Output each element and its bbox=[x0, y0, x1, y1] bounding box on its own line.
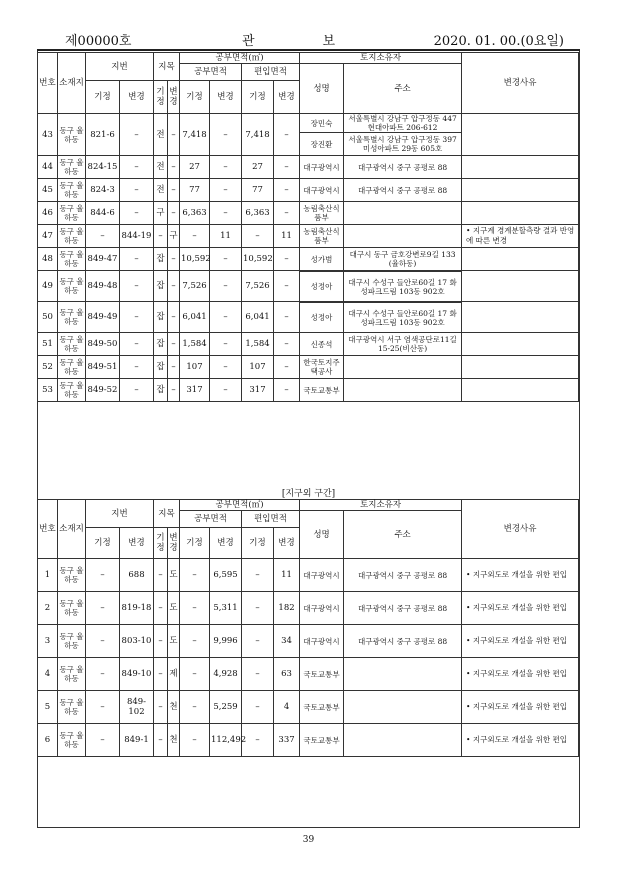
cell-inc-after: – bbox=[274, 114, 300, 156]
cell-inc-before: 77 bbox=[242, 179, 274, 202]
cell-cat-before: 잡 bbox=[154, 379, 168, 402]
header-lot: 지번 bbox=[86, 500, 154, 528]
cell-inc-after: – bbox=[274, 356, 300, 379]
cell-area-after: 5,311 bbox=[210, 592, 242, 625]
cell-lot-after: – bbox=[120, 379, 154, 402]
cell-lot-before: 824-15 bbox=[86, 156, 120, 179]
header-area-group: 공부면적(㎡) bbox=[180, 500, 300, 511]
cell-inc-before: 6,363 bbox=[242, 202, 274, 225]
cell-reason bbox=[462, 179, 579, 202]
table-row bbox=[38, 658, 579, 691]
cell-area-before: – bbox=[180, 658, 210, 691]
cell-area-after: – bbox=[210, 248, 242, 271]
cell-owner-address bbox=[344, 724, 462, 757]
cell-owner-name: 신종석 bbox=[300, 333, 344, 356]
cell-inc-after: – bbox=[274, 248, 300, 271]
cell-no: 44 bbox=[38, 156, 58, 179]
cell-reason bbox=[462, 202, 579, 225]
cell-inc-after: 63 bbox=[274, 658, 300, 691]
cell-lot-after: – bbox=[120, 302, 154, 333]
cell-inc-after: – bbox=[274, 179, 300, 202]
cell-area-after: – bbox=[210, 271, 242, 302]
cell-lot-after: – bbox=[120, 114, 154, 156]
cell-loc: 동구 율하동 bbox=[58, 559, 86, 592]
cell-loc: 동구 율하동 bbox=[58, 691, 86, 724]
cell-inc-after: – bbox=[274, 156, 300, 179]
cell-area-after: 4,928 bbox=[210, 658, 242, 691]
cell-owner-address bbox=[344, 356, 462, 379]
cell-reason bbox=[462, 156, 579, 179]
cell-inc-before: – bbox=[242, 225, 274, 248]
cell-lot-before: 821-6 bbox=[86, 114, 120, 156]
cell-no: 43 bbox=[38, 114, 58, 156]
cell-inc-after: 34 bbox=[274, 625, 300, 658]
header-row bbox=[38, 500, 579, 511]
cell-area-after: – bbox=[210, 114, 242, 156]
cell-lot-before: 849-50 bbox=[86, 333, 120, 356]
header-after: 변경 bbox=[210, 528, 242, 559]
cell-area-before: 107 bbox=[180, 356, 210, 379]
cell-no: 50 bbox=[38, 302, 58, 333]
cell-lot-before: 849-47 bbox=[86, 248, 120, 271]
header-category: 지목 bbox=[154, 500, 180, 528]
table-row bbox=[38, 179, 579, 202]
cell-owner-address bbox=[344, 225, 462, 248]
cell-area-before: 1,584 bbox=[180, 333, 210, 356]
cell-lot-after: 849-1 bbox=[120, 724, 154, 757]
cell-inc-after: – bbox=[274, 271, 300, 302]
cell-lot-after: – bbox=[120, 356, 154, 379]
header-before: 기정 bbox=[154, 528, 168, 559]
cell-area-before: – bbox=[180, 592, 210, 625]
cell-no: 4 bbox=[38, 658, 58, 691]
header-owner-group: 토지소유자 bbox=[300, 53, 462, 64]
header-owner-address: 주소 bbox=[344, 64, 462, 114]
cell-lot-before: – bbox=[86, 592, 120, 625]
cell-owner-address: 서울특별시 강남구 압구정동 447 현대아파트 206-612 bbox=[344, 114, 462, 133]
cell-no: 47 bbox=[38, 225, 58, 248]
cell-owner-address: 서울특별시 강남구 압구정동 397 미성아파트 29동 605호 bbox=[344, 133, 462, 156]
cell-owner-address: 대구광역시 중구 공평로 88 bbox=[344, 156, 462, 179]
cell-area-after: – bbox=[210, 202, 242, 225]
cell-area-after: – bbox=[210, 333, 242, 356]
cell-cat-after: – bbox=[168, 356, 180, 379]
cell-reason: • 지구외도로 개설을 위한 편입 bbox=[462, 691, 579, 724]
cell-inc-after: – bbox=[274, 202, 300, 225]
cell-cat-before: 전 bbox=[154, 156, 168, 179]
cell-area-before: 7,526 bbox=[180, 271, 210, 302]
cell-lot-after: – bbox=[120, 202, 154, 225]
cell-inc-after: – bbox=[274, 302, 300, 333]
cell-area-after: – bbox=[210, 379, 242, 402]
cell-loc: 동구 율하동 bbox=[58, 202, 86, 225]
section-title: [지구외 구간] bbox=[281, 489, 336, 499]
cell-reason bbox=[462, 271, 579, 302]
table-row bbox=[38, 625, 579, 658]
cell-owner-address bbox=[344, 379, 462, 402]
cell-no: 5 bbox=[38, 691, 58, 724]
cell-area-before: 27 bbox=[180, 156, 210, 179]
cell-cat-after: – bbox=[168, 179, 180, 202]
cell-loc: 동구 율하동 bbox=[58, 302, 86, 333]
cell-owner-address: 대구시 수성구 들안로60길 17 화성파크드림 103동 902호 bbox=[344, 303, 462, 333]
cell-area-before: – bbox=[180, 225, 210, 248]
header-category: 지목 bbox=[154, 53, 180, 81]
header-lot: 지번 bbox=[86, 53, 154, 81]
page-number: 39 bbox=[302, 835, 315, 845]
cell-lot-before: – bbox=[86, 625, 120, 658]
cell-lot-before: 849-48 bbox=[86, 271, 120, 302]
cell-owner-name: 대구광역시 bbox=[300, 179, 344, 202]
cell-lot-after: 803-10 bbox=[120, 625, 154, 658]
cell-lot-after: 688 bbox=[120, 559, 154, 592]
cell-area-before: 6,041 bbox=[180, 302, 210, 333]
cell-lot-after: – bbox=[120, 248, 154, 271]
cell-reason bbox=[462, 248, 579, 271]
cell-cat-before: 잡 bbox=[154, 302, 168, 333]
cell-lot-after: – bbox=[120, 271, 154, 302]
cell-cat-before: 전 bbox=[154, 114, 168, 156]
cell-loc: 동구 율하동 bbox=[58, 248, 86, 271]
cell-reason bbox=[462, 333, 579, 356]
cell-cat-before: 잡 bbox=[154, 333, 168, 356]
cell-inc-after: – bbox=[274, 333, 300, 356]
cell-lot-before: 824-3 bbox=[86, 179, 120, 202]
cell-area-before: – bbox=[180, 691, 210, 724]
cell-owner-name: 장진환 bbox=[300, 133, 344, 156]
cell-owner-address: 대구광역시 중구 공평로 88 bbox=[344, 179, 462, 202]
cell-no: 51 bbox=[38, 333, 58, 356]
header-registered-area: 공부면적 bbox=[180, 64, 242, 81]
cell-no: 49 bbox=[38, 271, 58, 302]
cell-owner-address: 대구광역시 서구 염색공단로11길 15-25(비산동) bbox=[344, 333, 462, 356]
cell-no: 6 bbox=[38, 724, 58, 757]
land-table-in-district bbox=[37, 52, 579, 402]
cell-cat-before: 구 bbox=[154, 202, 168, 225]
cell-lot-before: – bbox=[86, 724, 120, 757]
cell-no: 48 bbox=[38, 248, 58, 271]
cell-owner-address: 대구광역시 중구 공평로 88 bbox=[344, 559, 462, 592]
table-row bbox=[38, 559, 579, 592]
cell-owner-name: 대구광역시 bbox=[300, 156, 344, 179]
cell-area-after: – bbox=[210, 156, 242, 179]
cell-cat-after: – bbox=[168, 271, 180, 302]
cell-cat-before: 잡 bbox=[154, 271, 168, 302]
cell-inc-before: – bbox=[242, 724, 274, 757]
header-owner-name: 성명 bbox=[300, 64, 344, 114]
cell-lot-after: – bbox=[120, 156, 154, 179]
table-row bbox=[38, 356, 579, 379]
cell-owner-name: 성정아 bbox=[300, 303, 344, 333]
cell-lot-before: – bbox=[86, 225, 120, 248]
header-location: 소재지 bbox=[58, 500, 86, 559]
header-area-group: 공부면적(㎡) bbox=[180, 53, 300, 64]
cell-cat-before: – bbox=[154, 625, 168, 658]
cell-cat-after: – bbox=[168, 248, 180, 271]
header-after: 변경 bbox=[168, 528, 180, 559]
cell-lot-before: – bbox=[86, 658, 120, 691]
cell-area-after: 6,595 bbox=[210, 559, 242, 592]
header-after: 변경 bbox=[168, 81, 180, 114]
cell-owner-name: 국토교통부 bbox=[300, 658, 344, 691]
header-before: 기정 bbox=[154, 81, 168, 114]
cell-cat-before: – bbox=[154, 724, 168, 757]
cell-reason: • 지구외도로 개설을 위한 편입 bbox=[462, 625, 579, 658]
cell-inc-before: – bbox=[242, 592, 274, 625]
header-before: 기정 bbox=[242, 528, 274, 559]
cell-cat-before: – bbox=[154, 592, 168, 625]
table-row bbox=[38, 592, 579, 625]
land-table-outside-district bbox=[37, 499, 579, 757]
cell-cat-after: 천 bbox=[168, 724, 180, 757]
header-no: 번호 bbox=[38, 500, 58, 559]
table-row bbox=[38, 156, 579, 179]
cell-owner-name: 대구광역시 bbox=[300, 592, 344, 625]
cell-inc-before: 107 bbox=[242, 356, 274, 379]
cell-cat-before: – bbox=[154, 225, 168, 248]
cell-reason bbox=[462, 379, 579, 402]
cell-area-after: 112,492 bbox=[210, 724, 242, 757]
cell-loc: 동구 율하동 bbox=[58, 379, 86, 402]
cell-area-before: – bbox=[180, 559, 210, 592]
cell-cat-after: – bbox=[168, 156, 180, 179]
cell-inc-before: 27 bbox=[242, 156, 274, 179]
cell-loc: 동구 율하동 bbox=[58, 356, 86, 379]
cell-owner-address: 대구광역시 중구 공평로 88 bbox=[344, 625, 462, 658]
header-reason: 변경사유 bbox=[462, 500, 579, 559]
header-after: 변경 bbox=[120, 528, 154, 559]
cell-lot-before: 849-52 bbox=[86, 379, 120, 402]
header-before: 기정 bbox=[180, 81, 210, 114]
cell-cat-before: – bbox=[154, 658, 168, 691]
cell-owner-name: 한국토지주택공사 bbox=[300, 356, 344, 379]
cell-owner-address: 대구시 수성구 들안로60길 17 화성파크드림 103동 902호 bbox=[344, 272, 462, 302]
cell-inc-after: – bbox=[274, 379, 300, 402]
header-included-area: 편입면적 bbox=[242, 64, 300, 81]
cell-inc-before: 10,592 bbox=[242, 248, 274, 271]
header-row bbox=[38, 53, 579, 64]
header-included-area: 편입면적 bbox=[242, 511, 300, 528]
header-no: 번호 bbox=[38, 53, 58, 114]
cell-cat-after: 제 bbox=[168, 658, 180, 691]
cell-cat-after: – bbox=[168, 379, 180, 402]
cell-owner-address bbox=[344, 691, 462, 724]
cell-cat-after: 도 bbox=[168, 592, 180, 625]
cell-inc-after: 337 bbox=[274, 724, 300, 757]
cell-cat-after: – bbox=[168, 333, 180, 356]
header-location: 소재지 bbox=[58, 53, 86, 114]
header-before: 기정 bbox=[242, 81, 274, 114]
cell-owner-address bbox=[344, 202, 462, 225]
cell-reason bbox=[462, 114, 579, 156]
cell-inc-before: 1,584 bbox=[242, 333, 274, 356]
page-title: 관보 bbox=[242, 34, 404, 49]
cell-reason: • 지구외도로 개설을 위한 편입 bbox=[462, 724, 579, 757]
cell-cat-after: – bbox=[168, 114, 180, 156]
cell-inc-before: 7,526 bbox=[242, 271, 274, 302]
cell-reason: • 지구외도로 개설을 위한 편입 bbox=[462, 592, 579, 625]
cell-loc: 동구 율하동 bbox=[58, 333, 86, 356]
cell-area-before: 6,363 bbox=[180, 202, 210, 225]
cell-inc-after: 11 bbox=[274, 559, 300, 592]
cell-inc-after: 4 bbox=[274, 691, 300, 724]
header-before: 기정 bbox=[86, 528, 120, 559]
cell-loc: 동구 율하동 bbox=[58, 592, 86, 625]
cell-loc: 동구 율하동 bbox=[58, 658, 86, 691]
cell-cat-after: – bbox=[168, 302, 180, 333]
cell-lot-after: 849-102 bbox=[120, 691, 154, 724]
cell-cat-after: 천 bbox=[168, 691, 180, 724]
cell-lot-before: 844-6 bbox=[86, 202, 120, 225]
cell-no: 3 bbox=[38, 625, 58, 658]
cell-owner-address: 대구시 동구 금호강변로9길 133 (율하동) bbox=[344, 248, 462, 271]
cell-cat-before: – bbox=[154, 559, 168, 592]
cell-owner-name: 대구광역시 bbox=[300, 559, 344, 592]
cell-loc: 동구 율하동 bbox=[58, 625, 86, 658]
cell-lot-before: – bbox=[86, 691, 120, 724]
cell-area-after: 9,996 bbox=[210, 625, 242, 658]
table-row bbox=[38, 114, 579, 133]
table-row bbox=[38, 225, 579, 248]
cell-inc-after: 11 bbox=[274, 225, 300, 248]
header-after: 변경 bbox=[120, 81, 154, 114]
cell-inc-before: – bbox=[242, 691, 274, 724]
cell-owner-name: 농림축산식품부 bbox=[300, 225, 344, 248]
cell-area-before: 10,592 bbox=[180, 248, 210, 271]
cell-lot-after: – bbox=[120, 179, 154, 202]
cell-area-before: 317 bbox=[180, 379, 210, 402]
cell-lot-after: 849-10 bbox=[120, 658, 154, 691]
cell-reason bbox=[462, 356, 579, 379]
cell-cat-after: – bbox=[168, 202, 180, 225]
cell-lot-after: 819-18 bbox=[120, 592, 154, 625]
cell-owner-name: 농림축산식품부 bbox=[300, 202, 344, 225]
cell-owner-name: 국토교통부 bbox=[300, 691, 344, 724]
cell-inc-after: 182 bbox=[274, 592, 300, 625]
issue-number: 제00000호 bbox=[65, 34, 132, 49]
table-row bbox=[38, 202, 579, 225]
cell-area-after: 11 bbox=[210, 225, 242, 248]
cell-lot-after: 844-19 bbox=[120, 225, 154, 248]
table-row bbox=[38, 724, 579, 757]
cell-loc: 동구 율하동 bbox=[58, 271, 86, 302]
cell-owner-name: 국토교통부 bbox=[300, 379, 344, 402]
cell-lot-after: – bbox=[120, 333, 154, 356]
cell-area-after: 5,259 bbox=[210, 691, 242, 724]
cell-area-after: – bbox=[210, 179, 242, 202]
issue-date: 2020. 01. 00.(0요일) bbox=[433, 34, 564, 49]
cell-loc: 동구 율하동 bbox=[58, 724, 86, 757]
cell-owner-name: 성가범 bbox=[300, 248, 344, 271]
table-row bbox=[38, 691, 579, 724]
cell-no: 45 bbox=[38, 179, 58, 202]
table-row bbox=[38, 248, 579, 271]
cell-loc: 동구 율하동 bbox=[58, 156, 86, 179]
cell-area-before: – bbox=[180, 724, 210, 757]
cell-lot-before: 849-51 bbox=[86, 356, 120, 379]
header-registered-area: 공부면적 bbox=[180, 511, 242, 528]
cell-area-before: 77 bbox=[180, 179, 210, 202]
cell-owner-address bbox=[344, 658, 462, 691]
cell-cat-after: 구 bbox=[168, 225, 180, 248]
cell-reason bbox=[462, 302, 579, 333]
cell-no: 52 bbox=[38, 356, 58, 379]
cell-area-after: – bbox=[210, 356, 242, 379]
cell-area-before: – bbox=[180, 625, 210, 658]
cell-cat-before: – bbox=[154, 691, 168, 724]
cell-no: 46 bbox=[38, 202, 58, 225]
header-before: 기정 bbox=[180, 528, 210, 559]
cell-cat-after: 도 bbox=[168, 559, 180, 592]
cell-loc: 동구 율하동 bbox=[58, 225, 86, 248]
header-after: 변경 bbox=[274, 528, 300, 559]
table-row bbox=[38, 379, 579, 402]
cell-loc: 동구 율하동 bbox=[58, 179, 86, 202]
cell-inc-before: – bbox=[242, 658, 274, 691]
cell-cat-before: 잡 bbox=[154, 248, 168, 271]
header-owner-address: 주소 bbox=[344, 511, 462, 559]
cell-owner-name: 국토교통부 bbox=[300, 724, 344, 757]
cell-reason: • 지구계 경계분할측량 결과 반영에 따른 변경 bbox=[462, 225, 579, 248]
cell-lot-before: – bbox=[86, 559, 120, 592]
cell-no: 1 bbox=[38, 559, 58, 592]
cell-area-before: 7,418 bbox=[180, 114, 210, 156]
header-reason: 변경사유 bbox=[462, 53, 579, 114]
cell-reason: • 지구외도로 개설을 위한 편입 bbox=[462, 658, 579, 691]
header-before: 기정 bbox=[86, 81, 120, 114]
cell-cat-after: 도 bbox=[168, 625, 180, 658]
cell-owner-address: 대구광역시 중구 공평로 88 bbox=[344, 592, 462, 625]
cell-no: 2 bbox=[38, 592, 58, 625]
header-after: 변경 bbox=[274, 81, 300, 114]
header-after: 변경 bbox=[210, 81, 242, 114]
cell-no: 53 bbox=[38, 379, 58, 402]
cell-loc: 동구 율하동 bbox=[58, 114, 86, 156]
cell-cat-before: 잡 bbox=[154, 356, 168, 379]
header-owner-group: 토지소유자 bbox=[300, 500, 462, 511]
cell-inc-before: 7,418 bbox=[242, 114, 274, 156]
cell-owner-name: 대구광역시 bbox=[300, 625, 344, 658]
cell-inc-before: 317 bbox=[242, 379, 274, 402]
header-owner-name: 성명 bbox=[300, 511, 344, 559]
table-row bbox=[38, 333, 579, 356]
cell-owner-name: 장민숙 bbox=[300, 114, 344, 133]
cell-cat-before: 전 bbox=[154, 179, 168, 202]
cell-inc-before: 6,041 bbox=[242, 302, 274, 333]
cell-inc-before: – bbox=[242, 625, 274, 658]
cell-lot-before: 849-49 bbox=[86, 302, 120, 333]
cell-owner-name: 성정아 bbox=[300, 272, 344, 302]
cell-inc-before: – bbox=[242, 559, 274, 592]
cell-reason: • 지구외도로 개설을 위한 편입 bbox=[462, 559, 579, 592]
cell-area-after: – bbox=[210, 302, 242, 333]
